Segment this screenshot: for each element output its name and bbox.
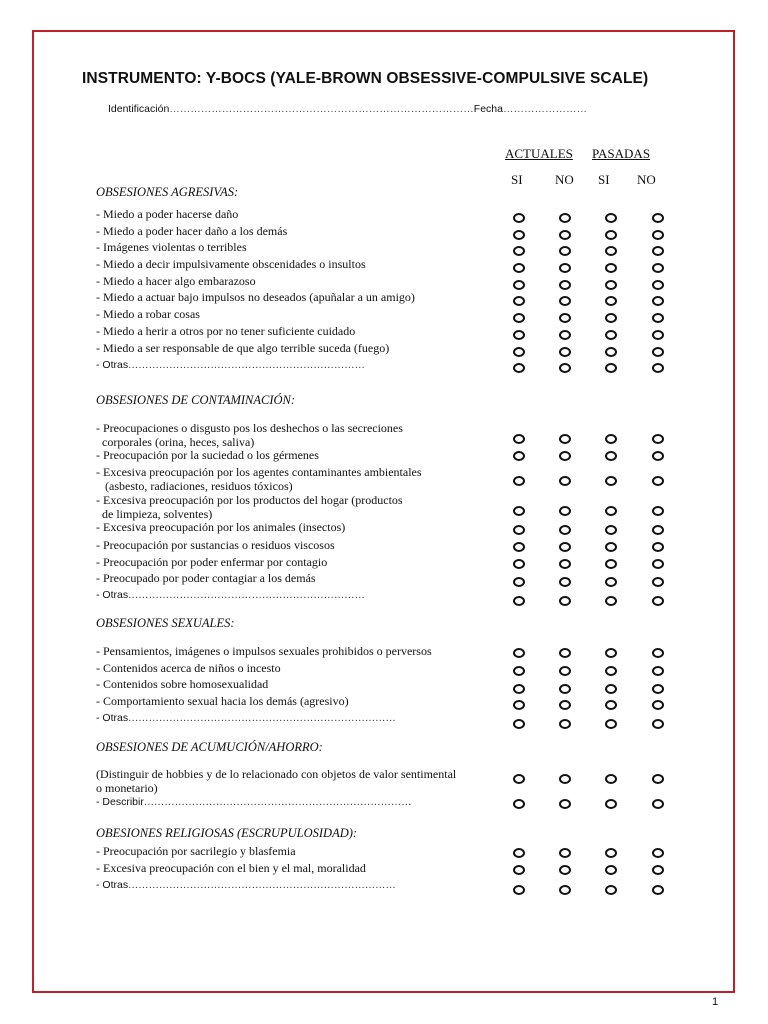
radio-no-pasadas[interactable]: [652, 363, 664, 373]
radio-si-pasadas[interactable]: [605, 506, 617, 516]
radio-no-pasadas[interactable]: [652, 542, 664, 552]
section-title: OBSESIONES AGRESIVAS:: [96, 185, 239, 199]
item-text: - Preocupación por la suciedad o los gérmenes: [96, 448, 319, 462]
section-title: OBSESIONES DE CONTAMINACIÓN:: [96, 393, 296, 407]
radio-no-pasadas[interactable]: [652, 596, 664, 606]
radio-no-actuales[interactable]: [559, 700, 571, 710]
radio-si-actuales[interactable]: [513, 246, 525, 256]
radio-no-actuales[interactable]: [559, 313, 571, 323]
radio-no-pasadas[interactable]: [652, 700, 664, 710]
radio-si-actuales[interactable]: [513, 559, 525, 569]
radio-si-pasadas[interactable]: [605, 885, 617, 895]
radio-si-actuales[interactable]: [513, 330, 525, 340]
item-text: - Miedo a poder hacerse daño: [96, 207, 239, 221]
identification-field[interactable]: ……………………………………………………………………………: [169, 103, 474, 115]
write-in-field[interactable]: ……………………………………………………………: [128, 360, 365, 371]
radio-si-actuales[interactable]: [513, 230, 525, 240]
radio-no-actuales[interactable]: [559, 648, 571, 658]
checklist-item: [96, 449, 319, 463]
radio-si-actuales[interactable]: [513, 451, 525, 461]
radio-no-pasadas[interactable]: [652, 525, 664, 535]
checklist-item: [96, 539, 335, 553]
radio-si-pasadas[interactable]: [605, 577, 617, 587]
radio-no-actuales[interactable]: [559, 347, 571, 357]
item-text: - Miedo a robar cosas: [96, 307, 200, 321]
radio-si-actuales[interactable]: [513, 506, 525, 516]
column-header-no-actuales: NO: [555, 172, 574, 187]
checklist-item: [96, 225, 287, 239]
radio-si-actuales[interactable]: [513, 434, 525, 444]
item-label: - Otras: [96, 879, 129, 891]
checklist-item: [96, 556, 327, 570]
checklist-item: [96, 572, 316, 586]
checklist-item: [96, 325, 355, 339]
radio-no-pasadas[interactable]: [652, 865, 664, 875]
radio-si-actuales[interactable]: [513, 885, 525, 895]
item-text: - Miedo a poder hacer daño a los demás: [96, 224, 288, 238]
radio-no-actuales[interactable]: [559, 666, 571, 676]
radio-si-pasadas[interactable]: [605, 347, 617, 357]
checklist-item: [96, 422, 403, 449]
checklist-item: [96, 712, 396, 726]
checklist-item: [96, 466, 422, 493]
item-text: [96, 796, 412, 810]
radio-si-pasadas[interactable]: [605, 230, 617, 240]
radio-si-pasadas[interactable]: [605, 363, 617, 373]
section-title: OBSESIONES SEXUALES:: [96, 616, 235, 630]
identification-line: [108, 103, 587, 115]
radio-no-pasadas[interactable]: [652, 506, 664, 516]
item-text: - Miedo a actuar bajo impulsos no deseados (apuñalar a un amigo): [96, 290, 415, 304]
radio-si-pasadas[interactable]: [605, 865, 617, 875]
checklist-item: [96, 662, 281, 676]
item-text: - Contenidos acerca de niños o incesto: [96, 661, 281, 675]
radio-no-pasadas[interactable]: [652, 848, 664, 858]
write-in-field[interactable]: ……………………………………………………………………: [128, 880, 396, 891]
radio-no-actuales[interactable]: [559, 230, 571, 240]
radio-si-actuales[interactable]: [513, 666, 525, 676]
write-in-field[interactable]: ……………………………………………………………………: [128, 713, 396, 724]
radio-si-pasadas[interactable]: [605, 330, 617, 340]
item-text: o monetario): [96, 780, 158, 795]
item-text: (asbesto, radiaciones, residuos tóxicos): [96, 478, 293, 493]
radio-no-pasadas[interactable]: [652, 451, 664, 461]
checklist-item: [96, 342, 389, 356]
checklist-item: [96, 275, 256, 289]
radio-si-pasadas[interactable]: [605, 213, 617, 223]
radio-no-pasadas[interactable]: [652, 559, 664, 569]
radio-no-actuales[interactable]: [559, 280, 571, 290]
radio-no-actuales[interactable]: [559, 799, 571, 809]
radio-no-actuales[interactable]: [559, 330, 571, 340]
radio-si-actuales[interactable]: [513, 542, 525, 552]
radio-no-actuales[interactable]: [559, 577, 571, 587]
radio-no-actuales[interactable]: [559, 525, 571, 535]
item-text: - Excesiva preocupación por los animales (insectos): [96, 520, 346, 534]
radio-no-pasadas[interactable]: [652, 280, 664, 290]
checklist-item: [96, 645, 432, 659]
item-text: - Excesiva preocupación por los agentes contaminantes ambientales: [96, 465, 422, 479]
item-text: - Preocupaciones o disgusto pos los deshechos o las secreciones: [96, 421, 403, 435]
radio-si-actuales[interactable]: [513, 577, 525, 587]
radio-si-pasadas[interactable]: [605, 700, 617, 710]
radio-si-actuales[interactable]: [513, 213, 525, 223]
radio-no-pasadas[interactable]: [652, 330, 664, 340]
radio-si-actuales[interactable]: [513, 347, 525, 357]
item-text: - Excesiva preocupación por los productos del hogar (productos: [96, 493, 403, 507]
item-text: [96, 712, 396, 726]
radio-si-actuales[interactable]: [513, 848, 525, 858]
radio-si-pasadas[interactable]: [605, 525, 617, 535]
item-label: - Describir: [96, 796, 144, 808]
item-label: - Otras: [96, 359, 129, 371]
radio-si-actuales[interactable]: [513, 596, 525, 606]
item-label: - Otras: [96, 712, 129, 724]
radio-no-pasadas[interactable]: [652, 577, 664, 587]
radio-no-pasadas[interactable]: [652, 476, 664, 486]
item-text: - Preocupado por poder contagiar a los demás: [96, 571, 316, 585]
radio-si-pasadas[interactable]: [605, 684, 617, 694]
item-text: - Preocupación por poder enfermar por contagio: [96, 555, 328, 569]
column-header-pasadas: PASADAS: [592, 146, 651, 161]
radio-no-actuales[interactable]: [559, 885, 571, 895]
radio-no-pasadas[interactable]: [652, 719, 664, 729]
checklist-item: [96, 862, 366, 876]
checklist-item: [96, 768, 456, 795]
radio-no-actuales[interactable]: [559, 451, 571, 461]
radio-no-actuales[interactable]: [559, 774, 571, 784]
section-title: OBSESIONES DE ACUMUCIÓN/AHORRO:: [96, 740, 323, 754]
radio-si-actuales[interactable]: [513, 865, 525, 875]
radio-si-pasadas[interactable]: [605, 848, 617, 858]
radio-no-actuales[interactable]: [559, 263, 571, 273]
radio-si-actuales[interactable]: [513, 774, 525, 784]
radio-no-pasadas[interactable]: [652, 230, 664, 240]
radio-no-actuales[interactable]: [559, 719, 571, 729]
radio-si-actuales[interactable]: [513, 799, 525, 809]
item-text: - Miedo a decir impulsivamente obscenidades o insultos: [96, 257, 366, 271]
item-text: - Miedo a herir a otros por no tener suficiente cuidado: [96, 324, 356, 338]
radio-no-actuales[interactable]: [559, 684, 571, 694]
radio-no-pasadas[interactable]: [652, 885, 664, 895]
radio-si-pasadas[interactable]: [605, 719, 617, 729]
radio-no-actuales[interactable]: [559, 246, 571, 256]
radio-no-pasadas[interactable]: [652, 263, 664, 273]
checklist-item: [96, 796, 412, 810]
radio-no-actuales[interactable]: [559, 559, 571, 569]
section-title: OBESIONES RELIGIOSAS (ESCRUPULOSIDAD):: [96, 826, 358, 840]
radio-no-pasadas[interactable]: [652, 213, 664, 223]
radio-no-actuales[interactable]: [559, 506, 571, 516]
page-number: 1: [712, 996, 719, 1008]
radio-no-actuales[interactable]: [559, 848, 571, 858]
item-text: - Contenidos sobre homosexualidad: [96, 677, 269, 691]
checklist-item: [96, 521, 345, 535]
checklist-item: [96, 208, 238, 222]
column-header-no-pasadas: NO: [637, 172, 656, 187]
radio-si-pasadas[interactable]: [605, 263, 617, 273]
page-title: INSTRUMENTO: Y-BOCS (YALE-BROWN OBSESSIVE-COMPULSIVE SCALE): [82, 70, 649, 87]
item-text: corporales (orina, heces, saliva): [96, 434, 255, 449]
item-text: de limpieza, solventes): [96, 506, 213, 521]
item-text: - Miedo a hacer algo embarazoso: [96, 274, 256, 288]
item-text: - Preocupación por sacrilegio y blasfemia: [96, 844, 296, 858]
radio-no-pasadas[interactable]: [652, 684, 664, 694]
column-header-si-pasadas: SI: [598, 172, 610, 187]
write-in-field[interactable]: ……………………………………………………………………: [143, 797, 412, 808]
checklist-item: [96, 359, 365, 373]
item-text: - Imágenes violentas o terribles: [96, 240, 247, 254]
radio-no-actuales[interactable]: [559, 363, 571, 373]
radio-si-pasadas[interactable]: [605, 434, 617, 444]
item-text: - Miedo a ser responsable de que algo terrible suceda (fuego): [96, 341, 390, 355]
radio-si-pasadas[interactable]: [605, 648, 617, 658]
radio-no-pasadas[interactable]: [652, 313, 664, 323]
column-header-si-actuales: SI: [511, 172, 523, 187]
radio-si-actuales[interactable]: [513, 684, 525, 694]
radio-no-actuales[interactable]: [559, 596, 571, 606]
radio-si-pasadas[interactable]: [605, 559, 617, 569]
radio-no-actuales[interactable]: [559, 865, 571, 875]
radio-si-pasadas[interactable]: [605, 542, 617, 552]
column-header-actuales: ACTUALES: [505, 146, 573, 161]
item-label: - Otras: [96, 589, 129, 601]
checklist-item: [96, 589, 365, 603]
radio-si-pasadas[interactable]: [605, 451, 617, 461]
item-text: [96, 589, 365, 603]
item-text: [96, 879, 396, 893]
item-text: (Distinguir de hobbies y de lo relacionado con objetos de valor sentimental: [96, 767, 457, 781]
radio-no-pasadas[interactable]: [652, 648, 664, 658]
radio-si-actuales[interactable]: [513, 296, 525, 306]
radio-no-pasadas[interactable]: [652, 246, 664, 256]
radio-no-pasadas[interactable]: [652, 296, 664, 306]
item-text: - Comportamiento sexual hacia los demás (agresivo): [96, 694, 349, 708]
radio-si-pasadas[interactable]: [605, 799, 617, 809]
radio-si-actuales[interactable]: [513, 700, 525, 710]
radio-si-actuales[interactable]: [513, 719, 525, 729]
radio-si-pasadas[interactable]: [605, 280, 617, 290]
radio-si-pasadas[interactable]: [605, 666, 617, 676]
radio-no-pasadas[interactable]: [652, 774, 664, 784]
radio-no-pasadas[interactable]: [652, 434, 664, 444]
item-text: - Excesiva preocupación con el bien y el mal, moralidad: [96, 861, 366, 875]
radio-si-actuales[interactable]: [513, 476, 525, 486]
item-text: [96, 359, 365, 373]
radio-si-pasadas[interactable]: [605, 313, 617, 323]
radio-si-actuales[interactable]: [513, 525, 525, 535]
radio-no-actuales[interactable]: [559, 476, 571, 486]
radio-si-actuales[interactable]: [513, 648, 525, 658]
checklist-item: [96, 845, 296, 859]
checklist-item: [96, 678, 268, 692]
checklist-item: [96, 241, 247, 255]
checklist-item: [96, 494, 403, 521]
radio-si-pasadas[interactable]: [605, 596, 617, 606]
radio-si-pasadas[interactable]: [605, 246, 617, 256]
radio-no-pasadas[interactable]: [652, 666, 664, 676]
date-label: Fecha: [473, 103, 503, 115]
checklist-item: [96, 258, 366, 272]
date-field[interactable]: ……………………: [502, 103, 587, 115]
write-in-field[interactable]: ……………………………………………………………: [128, 590, 365, 601]
checklist-item: [96, 695, 349, 709]
radio-si-actuales[interactable]: [513, 263, 525, 273]
item-text: - Preocupación por sustancias o residuos viscosos: [96, 538, 335, 552]
checklist-item: [96, 308, 200, 322]
radio-no-actuales[interactable]: [559, 296, 571, 306]
radio-no-actuales[interactable]: [559, 542, 571, 552]
radio-no-pasadas[interactable]: [652, 347, 664, 357]
radio-si-actuales[interactable]: [513, 280, 525, 290]
checklist-item: [96, 879, 396, 893]
radio-si-actuales[interactable]: [513, 363, 525, 373]
radio-si-actuales[interactable]: [513, 313, 525, 323]
radio-no-pasadas[interactable]: [652, 799, 664, 809]
radio-no-actuales[interactable]: [559, 434, 571, 444]
radio-si-pasadas[interactable]: [605, 476, 617, 486]
radio-si-pasadas[interactable]: [605, 774, 617, 784]
identification-label: Identificación: [108, 103, 170, 115]
item-text: - Pensamientos, imágenes o impulsos sexuales prohibidos o perversos: [96, 644, 432, 658]
radio-si-pasadas[interactable]: [605, 296, 617, 306]
checklist-item: [96, 291, 415, 305]
radio-no-actuales[interactable]: [559, 213, 571, 223]
